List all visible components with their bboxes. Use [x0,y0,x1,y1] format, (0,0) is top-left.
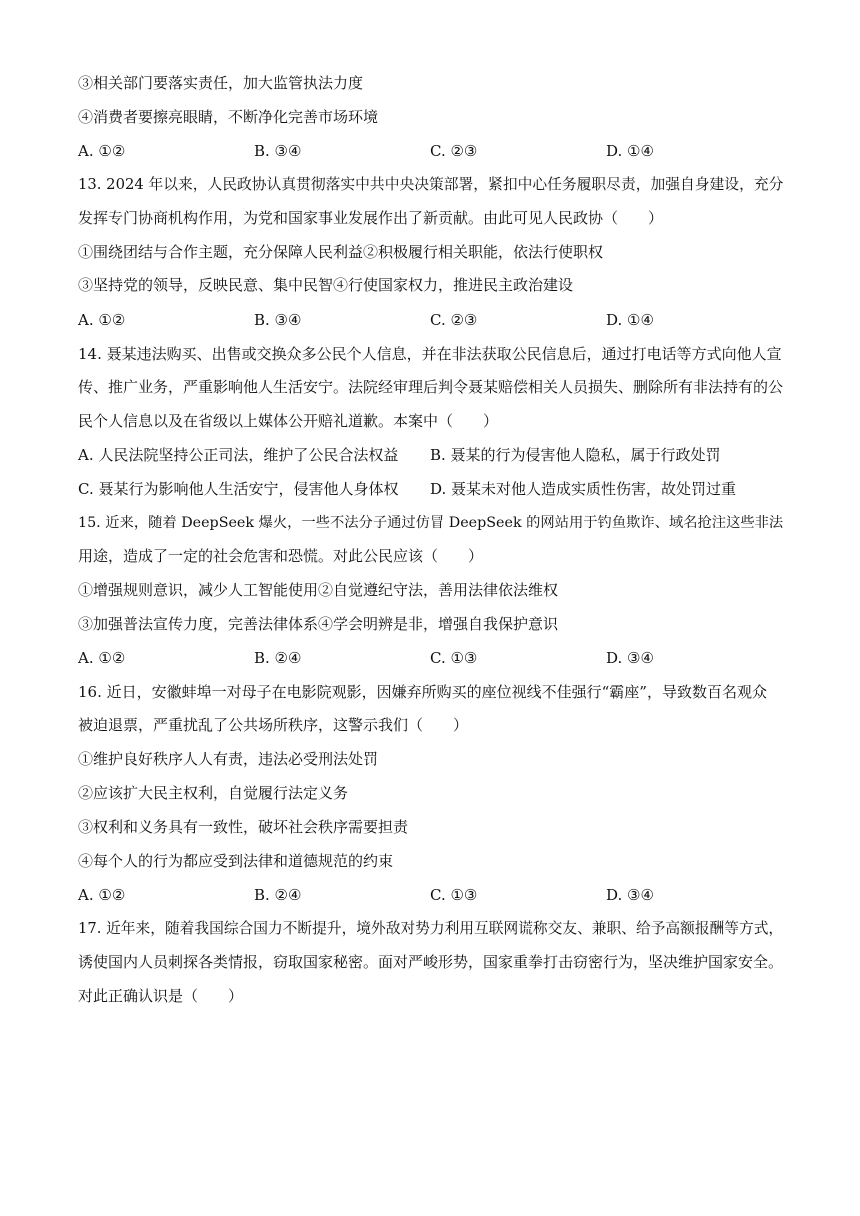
q15-options [78,648,778,668]
q15-option-c[interactable]: C. ①③ [430,649,478,667]
q13-options [78,310,778,330]
q13-option-a[interactable]: A. ①② [78,311,126,329]
q12-option-d[interactable]: D. ①④ [606,142,654,160]
q14-stem-line-3: 民个人信息以及在省级以上媒体公开赔礼道歉。本案中（ ） [78,412,499,430]
q17-stem-line-1: 17. 近年来，随着我国综合国力不断提升，境外敌对势力利用互联网谎称交友、兼职、给予高额报酬等方式， [78,920,784,937]
q13-stem-line-1: 13. 2024 年以来，人民政协认真贯彻落实中共中央决策部署，紧扣中心任务履职尽责，加强自身建设，充分 [78,176,784,193]
q13-items-line-1: ①围绕团结与合作主题，充分保障人民利益②积极履行相关职能，依法行使职权 [78,243,604,261]
q15-items-line-1: ①增强规则意识，减少人工智能使用②自觉遵纪守法，善用法律依法维权 [78,581,559,599]
q12-option-b[interactable]: B. ③④ [254,142,302,160]
q14-options-row-2 [78,479,778,499]
q12-option-a[interactable]: A. ①② [78,142,126,160]
q17-stem-line-2: 诱使国内人员刺探各类情报，窃取国家秘密。面对严峻形势，国家重拳打击窃密行为，坚决维护国家安全。 [78,953,784,971]
q15-items-line-2: ③加强普法宣传力度，完善法律体系④学会明辨是非，增强自我保护意识 [78,615,559,633]
q13-option-c[interactable]: C. ②③ [430,311,478,329]
q14-option-a[interactable]: A. 人民法院坚持公正司法，维护了公民合法权益 [78,446,399,464]
q13-option-d[interactable]: D. ①④ [606,311,654,329]
q16-option-b[interactable]: B. ②④ [254,886,302,904]
q14-option-b[interactable]: B. 聂某的行为侵害他人隐私，属于行政处罚 [430,446,721,464]
q15-stem-line-1: 15. 近来，随着 DeepSeek 爆火，一些不法分子通过仿冒 DeepSeek 的网站用于钓鱼欺诈、域名抢注这些非法 [78,515,784,531]
q13-option-b[interactable]: B. ③④ [254,311,302,329]
q16-stem-line-1: 16. 近日，安徽蚌埠一对母子在电影院观影，因嫌弃所购买的座位视线不佳强行“霸座”，导致数百名观众 [78,683,767,701]
q16-item-1: ①维护良好秩序人人有责，违法必受刑法处罚 [78,750,379,768]
q16-item-2: ②应该扩大民主权利，自觉履行法定义务 [78,784,349,802]
q17-stem-line-3: 对此正确认识是（ ） [78,987,244,1005]
q13-items-line-2: ③坚持党的领导，反映民意、集中民智④行使国家权力，推进民主政治建设 [78,276,574,294]
q12-option-c[interactable]: C. ②③ [430,142,478,160]
q15-option-a[interactable]: A. ①② [78,649,126,667]
q16-item-3: ③权利和义务具有一致性，破坏社会秩序需要担责 [78,818,409,836]
q15-option-b[interactable]: B. ②④ [254,649,302,667]
q15-option-d[interactable]: D. ③④ [606,649,654,667]
q16-option-a[interactable]: A. ①② [78,886,126,904]
q12-options [78,141,778,161]
q16-option-d[interactable]: D. ③④ [606,886,654,904]
q15-stem-line-2: 用途，造成了一定的社会危害和恐慌。对此公民应该（ ） [78,547,484,565]
q14-option-d[interactable]: D. 聂某未对他人造成实质性伤害，故处罚过重 [430,480,737,498]
q12-item-3: ③相关部门要落实责任，加大监管执法力度 [78,74,364,92]
q12-item-4: ④消费者要擦亮眼睛，不断净化完善市场环境 [78,108,379,126]
q14-stem-line-2: 传、推广业务，严重影响他人生活安宁。法院经审理后判令聂某赔偿相关人员损失、删除所有非法持有的公 [78,378,784,396]
q16-item-4: ④每个人的行为都应受到法律和道德规范的约束 [78,852,394,870]
q16-stem-line-2: 被迫退票，严重扰乱了公共场所秩序，这警示我们（ ） [78,716,469,734]
q13-stem-line-2: 发挥专门协商机构作用，为党和国家事业发展作出了新贡献。由此可见人民政协（ ） [78,209,664,227]
q14-options-row-1 [78,445,778,465]
q16-option-c[interactable]: C. ①③ [430,886,478,904]
q16-options [78,885,778,905]
q14-stem-line-1: 14. 聂某违法购买、出售或交换众多公民个人信息，并在非法获取公民信息后，通过打电话等方式向他人宣 [78,345,782,363]
q14-option-c[interactable]: C. 聂某行为影响他人生活安宁，侵害他人身体权 [78,480,399,498]
